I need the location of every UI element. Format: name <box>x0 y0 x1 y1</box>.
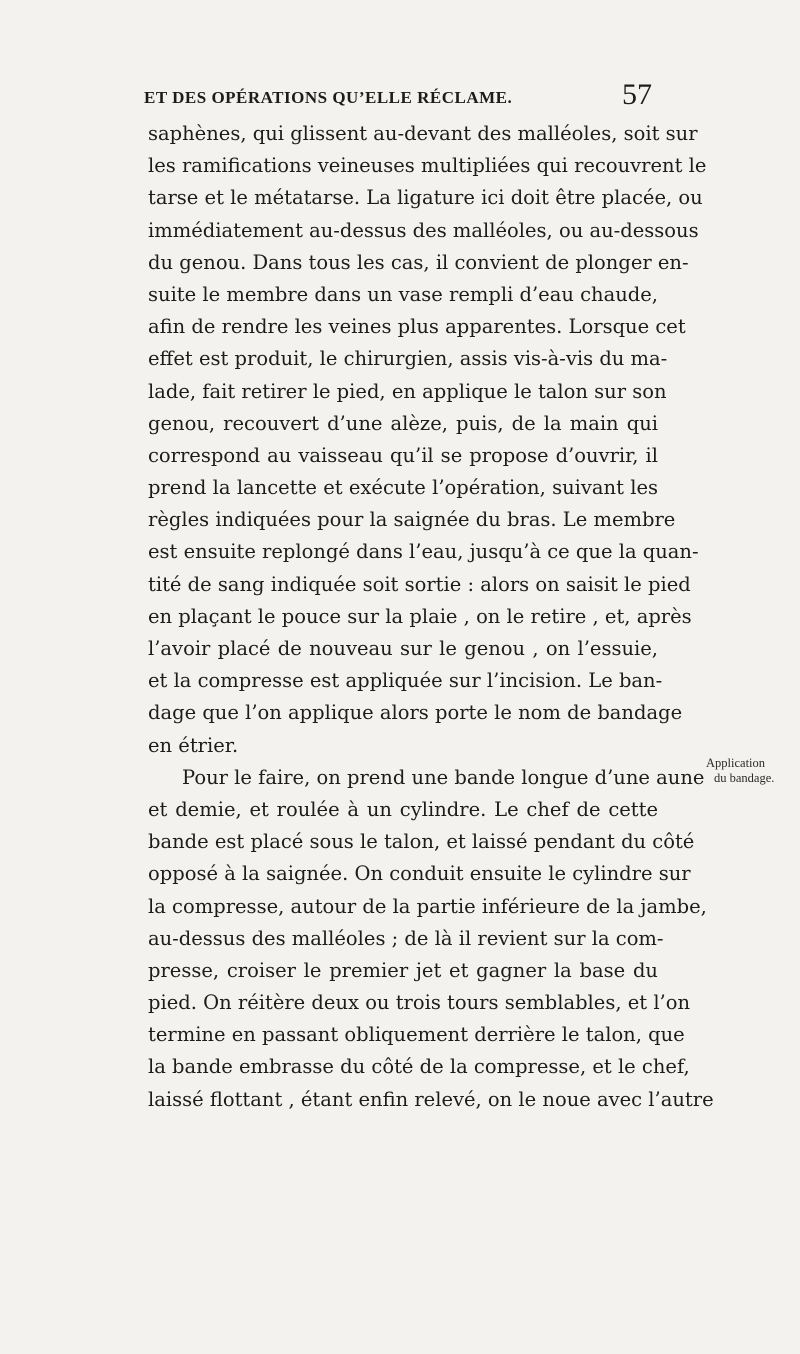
text-line: pied. On réitère deux ou trois tours semblables, et l’on <box>148 991 691 1015</box>
text-line: est ensuite replongé dans l’eau, jusqu’à ce que la quan- <box>148 540 699 564</box>
text-line: suite le membre dans un vase rempli d’eau chaude, <box>148 282 658 306</box>
text-line: Pour le faire, on prend une bande longue d’une aune <box>182 765 705 789</box>
text-line: en plaçant le pouce sur la plaie , on le retire , et, après <box>148 604 692 628</box>
text-line: opposé à la saignée. On conduit ensuite le cylindre sur <box>148 862 691 886</box>
text-line: et la compresse est appliquée sur l’incision. Le ban- <box>148 669 663 693</box>
text-line: termine en passant obliquement derrière le talon, que <box>148 1023 685 1047</box>
page-number: 57 <box>622 78 652 111</box>
text-line: effet est produit, le chirurgien, assis vis-à-vis du ma- <box>148 347 668 371</box>
text-line: au-dessus des malléoles ; de là il revient sur la com- <box>148 926 664 950</box>
text-line: et demie, et roulée à un cylindre. Le chef de cette <box>148 797 658 821</box>
text-line: immédiatement au-dessus des malléoles, ou au-dessous <box>148 218 699 242</box>
body-text <box>148 118 714 1116</box>
text-line: genou, recouvert d’une alèze, puis, de la main qui <box>148 411 658 435</box>
running-head: ET DES OPÉRATIONS QU’ELLE RÉCLAME. <box>144 88 513 107</box>
text-line: la bande embrasse du côté de la compresse, et le chef, <box>148 1055 690 1079</box>
text-line: tarse et le métatarse. La ligature ici doit être placée, ou <box>148 186 703 210</box>
text-line: tité de sang indiquée soit sortie : alors on saisit le pied <box>148 572 691 596</box>
text-line: presse, croiser le premier jet et gagner la base du <box>148 958 658 982</box>
text-line: en étrier. <box>148 733 239 757</box>
text-line: règles indiquées pour la saignée du bras. Le membre <box>148 508 676 532</box>
margin-note-line: Application <box>706 756 766 770</box>
text-line: correspond au vaisseau qu’il se propose d’ouvrir, il <box>148 443 658 467</box>
margin-note-line: du bandage. <box>714 771 775 785</box>
margin-note <box>706 756 796 786</box>
text-line: lade, fait retirer le pied, en applique le talon sur son <box>148 379 667 403</box>
text-line: laissé flottant , étant enfin relevé, on le noue avec l’autre <box>148 1087 714 1111</box>
page-header <box>140 78 660 118</box>
text-line: bande est placé sous le talon, et laissé pendant du côté <box>148 830 695 854</box>
text-line: du genou. Dans tous les cas, il convient de plonger en- <box>148 250 689 274</box>
text-line: la compresse, autour de la partie inférieure de la jambe, <box>148 894 707 918</box>
text-line: afin de rendre les veines plus apparentes. Lorsque cet <box>148 315 686 339</box>
text-line: les ramifications veineuses multipliées qui recouvrent le <box>148 154 707 178</box>
text-line: saphènes, qui glissent au-devant des malléoles, soit sur <box>148 122 698 145</box>
text-line: dage que l’on applique alors porte le nom de bandage <box>148 701 683 725</box>
text-line: prend la lancette et exécute l’opération, suivant les <box>148 476 658 500</box>
text-line: l’avoir placé de nouveau sur le genou , on l’essuie, <box>148 637 658 660</box>
